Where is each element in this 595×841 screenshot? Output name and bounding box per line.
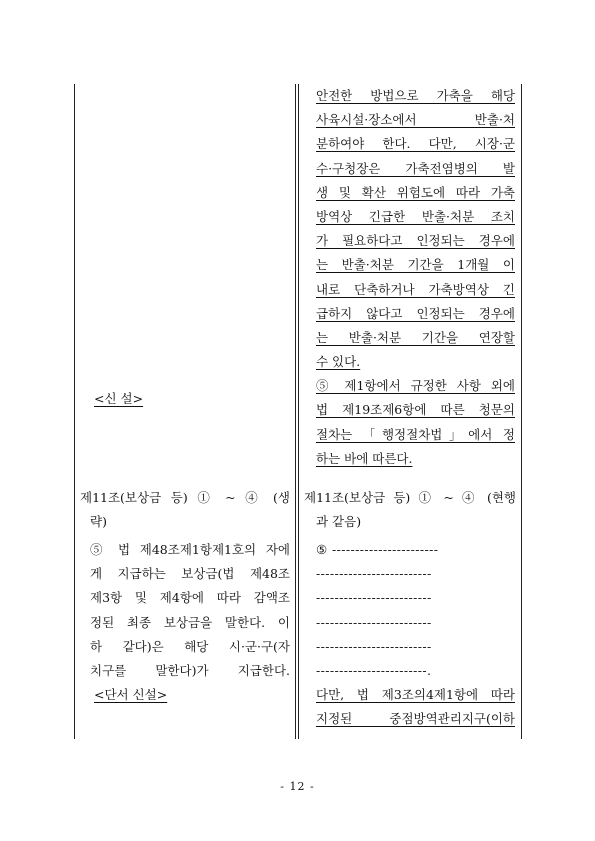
page-number: - 12 - — [280, 780, 315, 793]
right-proviso-line: 다만, 법 제3조의4제1항에 따라 — [316, 687, 515, 703]
new-proviso-note: <단서 신설> — [94, 687, 168, 703]
right-line: 가 필요하다고 인정되는 경우에 — [316, 233, 515, 249]
right-line: 는 반출·처분 기간을 연장할 — [316, 329, 515, 345]
right-article11 — [304, 486, 516, 534]
left-para5-line: ⑤ 법 제48조제1항제1호의 자에 — [90, 542, 290, 557]
right-dash-line: ------------------------- — [316, 590, 432, 606]
right-line: 는 반출·처분 기간을 1개월 이 — [316, 257, 515, 273]
right-dash-line: ------------------------- — [316, 638, 432, 654]
left-para5-line: 게 지급하는 보상금(법 제48조 — [90, 566, 290, 582]
right-para5-line: ⑤ 제1항에서 규정한 사항 외에 — [316, 378, 515, 394]
right-line: 수 있다. — [316, 354, 361, 370]
right-line: 분하여야 한다. 다만, 시장·군 — [316, 136, 515, 152]
right-line: 내로 단축하거나 가축방역상 긴 — [316, 281, 515, 297]
center-divider-left — [295, 84, 296, 739]
left-para5-line: 정된 최종 보상금을 말한다. 이 — [90, 614, 290, 630]
new-provision-note: <신 설> — [94, 391, 144, 406]
center-divider-right — [298, 84, 299, 739]
right-article11-same: 과 같음) — [316, 514, 362, 530]
left-border — [74, 84, 75, 739]
left-para5-line: 제3항 및 제4항에 따라 감액조 — [90, 590, 290, 606]
left-article11-omit: 략) — [90, 514, 107, 530]
right-line: 사육시설·장소에서 반출·처 — [316, 112, 515, 128]
right-para5-amended — [316, 538, 515, 732]
right-line: 방역상 긴급한 반출·처분 조치 — [316, 208, 515, 224]
right-para5-line: 절차는 「행정절차법」에서 정 — [316, 426, 515, 442]
left-para5-line: 하 같다)은 해당 시·군·구(자 — [90, 638, 290, 654]
right-para5-line: 법 제19조제6항에 따른 청문의 — [316, 402, 515, 418]
right-para5-line: 하는 바에 따른다. — [316, 450, 413, 466]
right-dash-line: ------------------------- — [316, 614, 432, 630]
left-new-note-1 — [80, 387, 288, 411]
right-border — [521, 84, 522, 739]
right-proviso-line: 지정된 중점방역관리지구(이하 — [316, 711, 515, 727]
right-line: 수·구청장은 가축전염병의 발 — [316, 160, 515, 176]
left-article11-heading: 제11조(보상금 등) ① ~ ④ (생 — [80, 490, 290, 505]
right-article11-heading: 제11조(보상금 등) ① ~ ④ (현행 — [304, 490, 516, 505]
right-line: 생 및 확산 위험도에 따라 가축 — [316, 184, 515, 200]
right-dash-line: ⑤ ----------------------- — [316, 542, 439, 557]
left-para5-line: 치구를 말한다)가 지급한다. — [90, 662, 290, 678]
right-line: 안전한 방법으로 가축을 해당 — [316, 88, 515, 103]
left-article11 — [80, 486, 290, 534]
right-top-block — [316, 84, 515, 471]
right-dash-line: ------------------------. — [316, 662, 432, 678]
left-para5 — [80, 538, 290, 707]
right-dash-line: ------------------------- — [316, 566, 432, 582]
right-line: 급하지 않다고 인정되는 경우에 — [316, 305, 515, 321]
